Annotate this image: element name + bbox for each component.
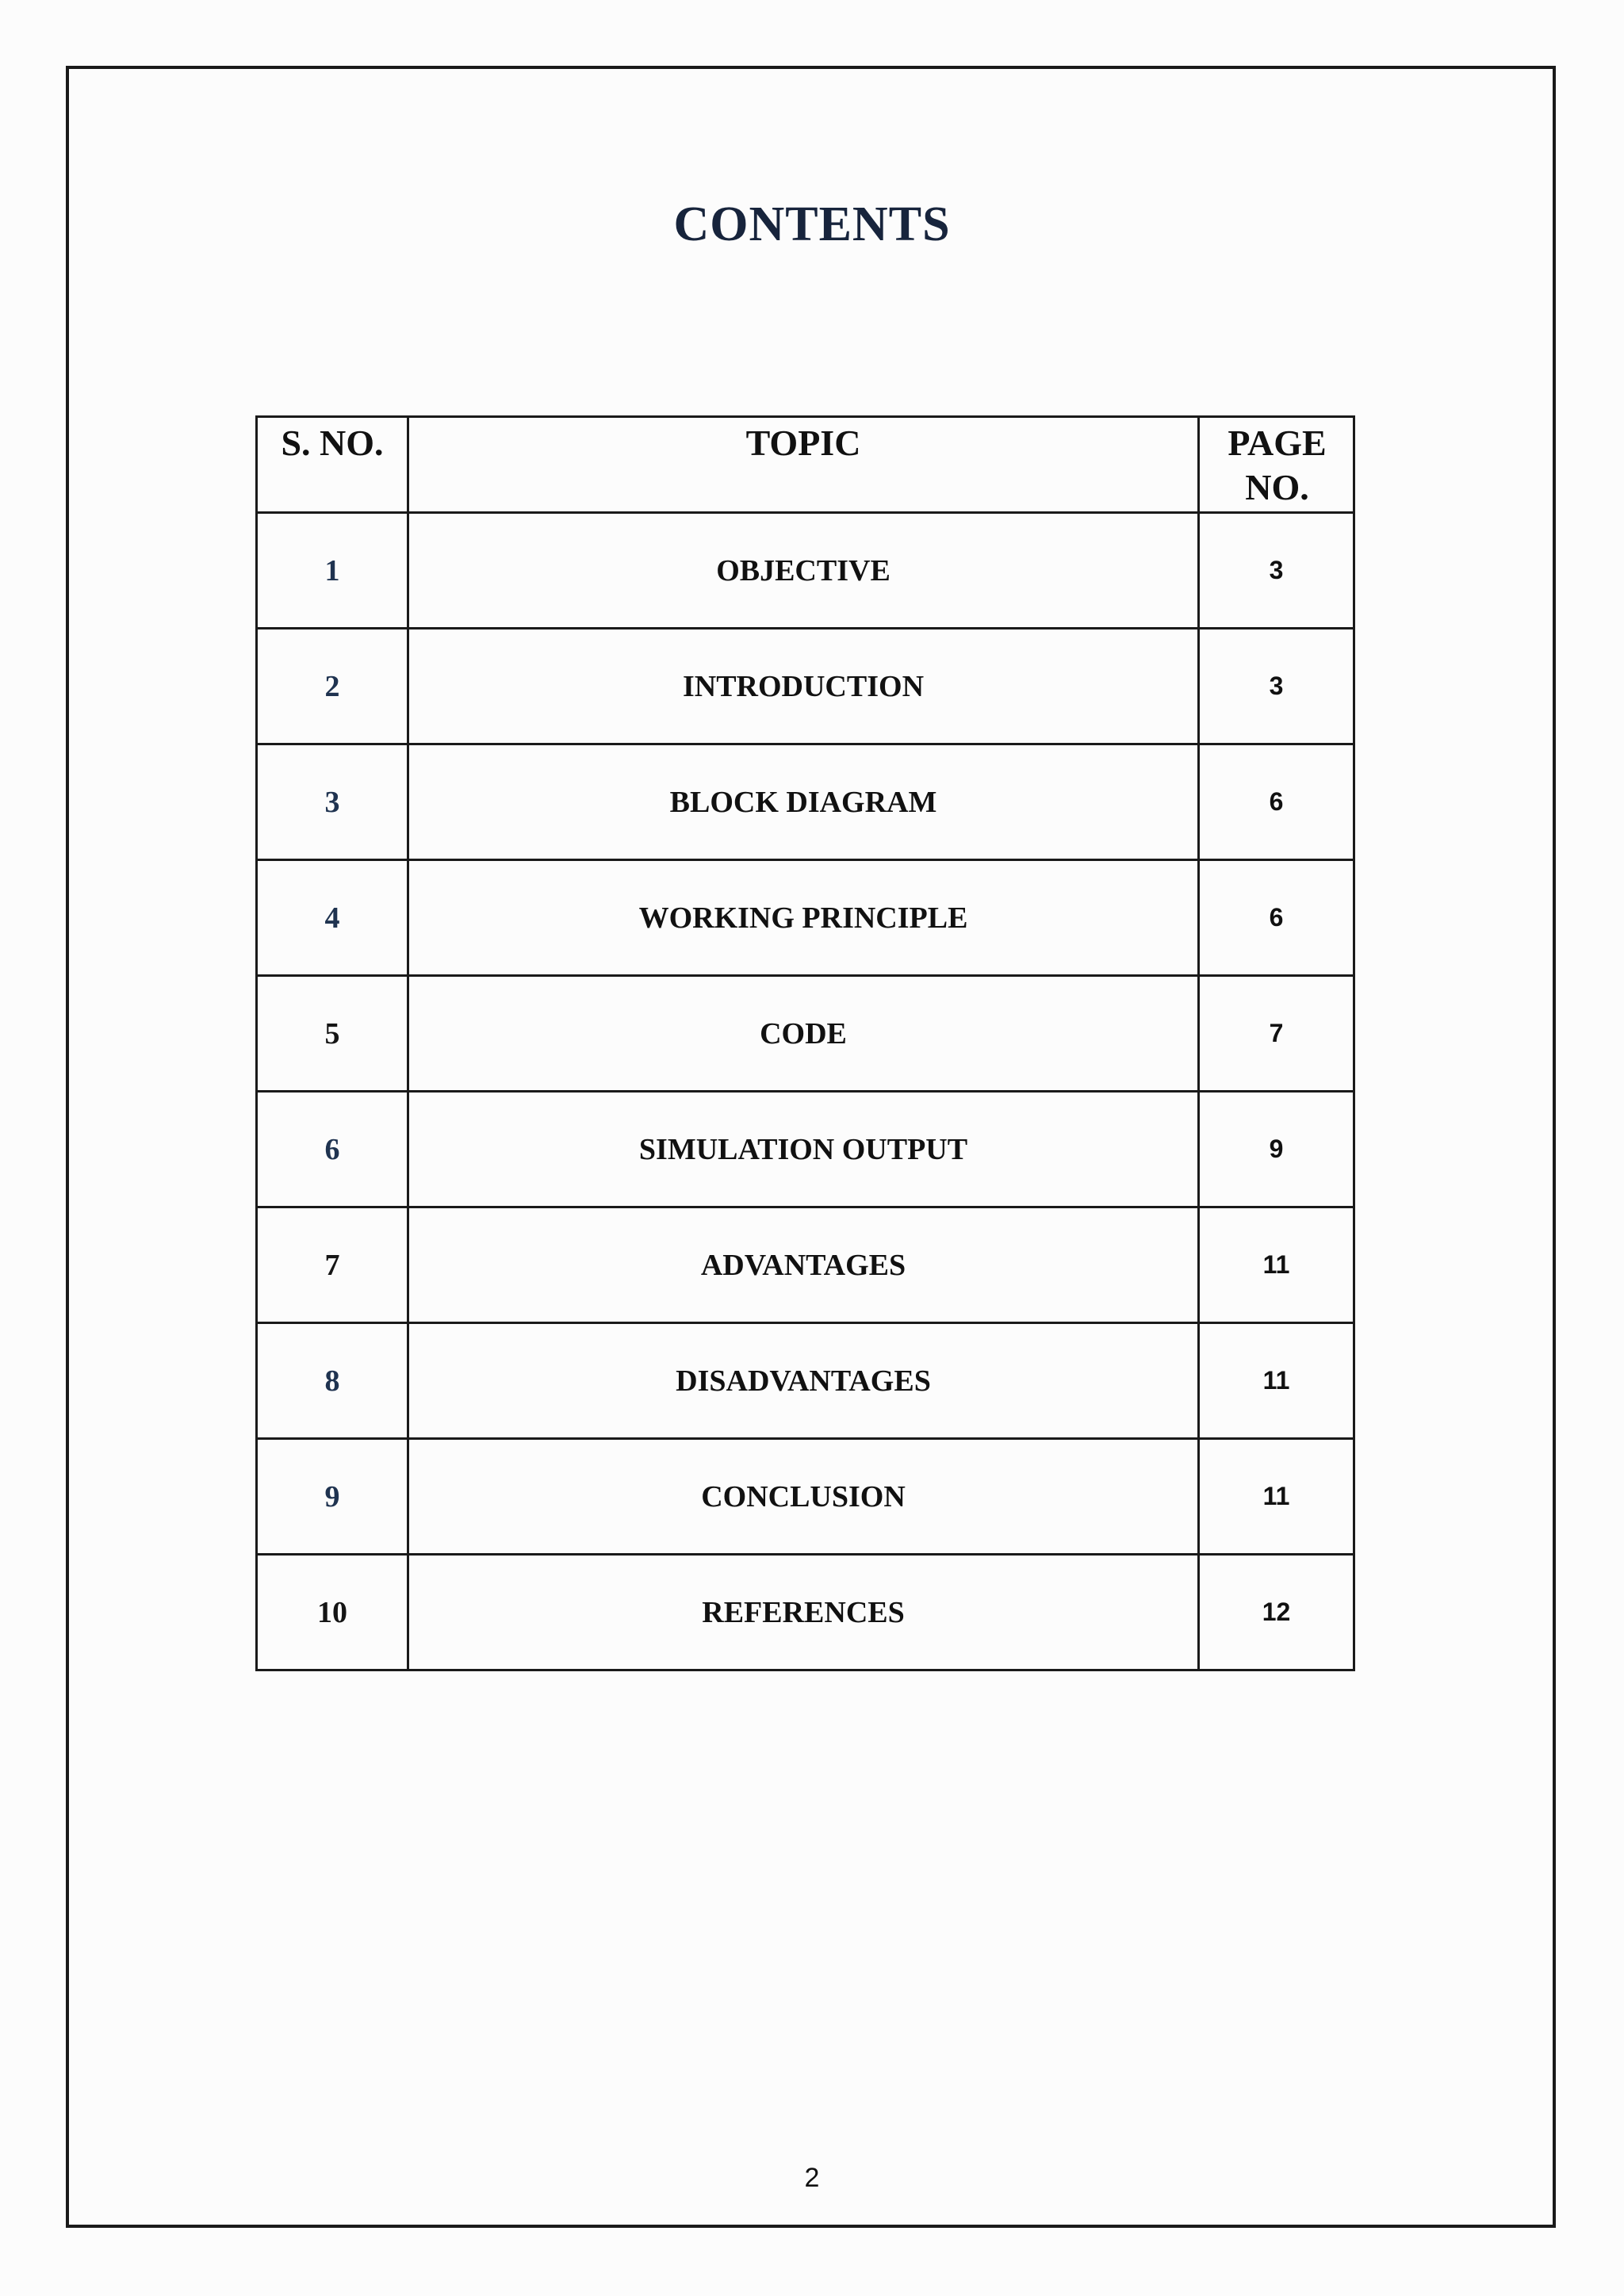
row-page-number: 11 (1199, 1207, 1354, 1323)
row-topic: SIMULATION OUTPUT (408, 1092, 1199, 1207)
row-topic: OBJECTIVE (408, 513, 1199, 629)
row-page-number: 11 (1199, 1439, 1354, 1555)
table-row (257, 1323, 1354, 1439)
row-page-number: 7 (1199, 976, 1354, 1092)
row-serial-number: 4 (257, 860, 408, 976)
table-row (257, 629, 1354, 744)
row-page-number: 6 (1199, 744, 1354, 860)
row-serial-number: 7 (257, 1207, 408, 1323)
table-row (257, 1092, 1354, 1207)
header-page-line1: PAGE (1228, 423, 1327, 463)
row-topic: ADVANTAGES (408, 1207, 1199, 1323)
row-page-number: 6 (1199, 860, 1354, 976)
row-page-number: 3 (1199, 629, 1354, 744)
row-page-number: 12 (1199, 1555, 1354, 1670)
contents-table (255, 415, 1355, 1671)
row-serial-number: 9 (257, 1439, 408, 1555)
header-row (257, 417, 1354, 513)
row-serial-number: 5 (257, 976, 408, 1092)
row-page-number: 3 (1199, 513, 1354, 629)
header-topic: TOPIC (408, 417, 1199, 513)
row-topic: DISADVANTAGES (408, 1323, 1199, 1439)
row-serial-number: 6 (257, 1092, 408, 1207)
header-page-line2: NO. (1245, 467, 1309, 507)
row-serial-number: 10 (257, 1555, 408, 1670)
table-row (257, 976, 1354, 1092)
page-title: CONTENTS (673, 197, 951, 251)
row-page-number: 9 (1199, 1092, 1354, 1207)
row-topic: CONCLUSION (408, 1439, 1199, 1555)
row-topic: CODE (408, 976, 1199, 1092)
row-topic: REFERENCES (408, 1555, 1199, 1670)
row-topic: INTRODUCTION (408, 629, 1199, 744)
table-row (257, 860, 1354, 976)
table-row (257, 1555, 1354, 1670)
page-number: 2 (804, 2163, 820, 2193)
header-page-number (1199, 417, 1354, 513)
row-serial-number: 3 (257, 744, 408, 860)
row-topic: BLOCK DIAGRAM (408, 744, 1199, 860)
table-row (257, 744, 1354, 860)
header-serial-number: S. NO. (257, 417, 408, 513)
row-serial-number: 8 (257, 1323, 408, 1439)
row-topic: WORKING PRINCIPLE (408, 860, 1199, 976)
row-serial-number: 2 (257, 629, 408, 744)
row-page-number: 11 (1199, 1323, 1354, 1439)
table-row (257, 1439, 1354, 1555)
table-row (257, 513, 1354, 629)
table-row (257, 1207, 1354, 1323)
row-serial-number: 1 (257, 513, 408, 629)
